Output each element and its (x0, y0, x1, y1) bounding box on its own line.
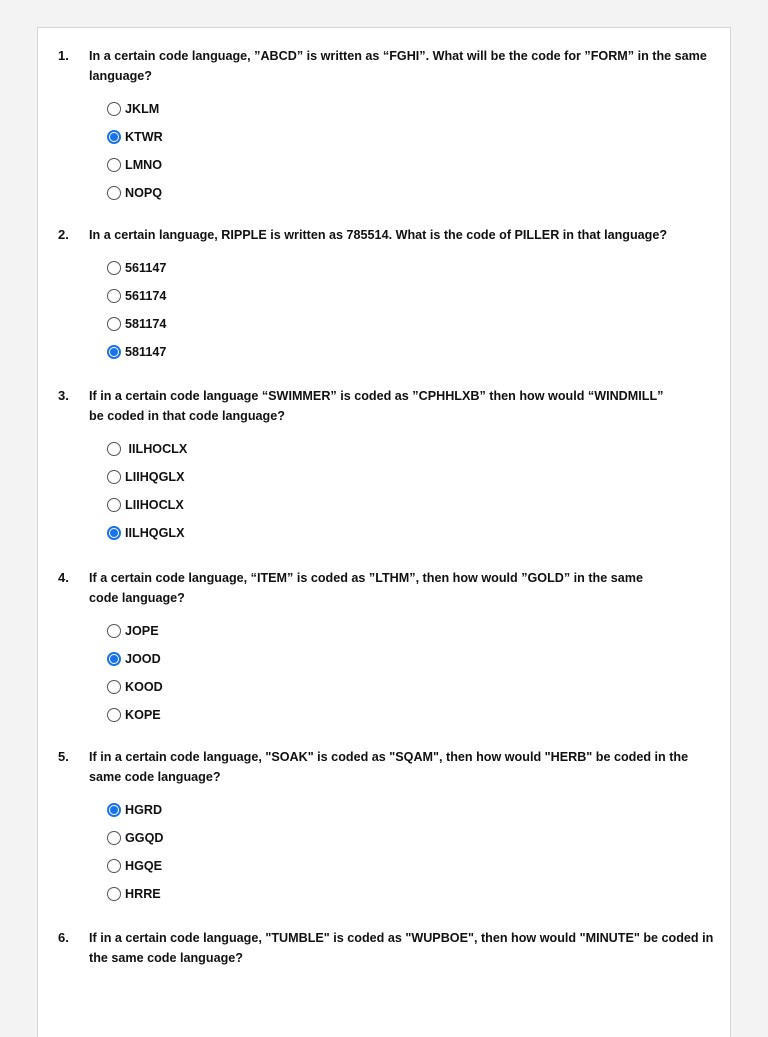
option-label: 581147 (125, 345, 167, 359)
option-label: GGQD (125, 831, 164, 845)
question-number: 3. (58, 388, 69, 403)
radio-button-icon[interactable] (107, 261, 121, 275)
question-number: 2. (58, 227, 69, 242)
option-label: KOOD (125, 680, 163, 694)
option-ggqd[interactable] (107, 828, 163, 848)
question-text: In a certain code language, ”ABCD” is written as “FGHI”. What will be the code for ”FORM” in the same language? (89, 49, 707, 83)
option-hrre[interactable] (107, 884, 161, 904)
question-text: If in a certain code language, "TUMBLE" is coded as "WUPBOE", then how would "MINUTE" be coded in the same code language? (89, 931, 714, 965)
option-label: KOPE (125, 708, 161, 722)
radio-button-icon[interactable] (107, 186, 121, 200)
option-label: JKLM (125, 102, 160, 116)
radio-button-icon[interactable] (107, 498, 121, 512)
option-jklm[interactable] (107, 99, 159, 119)
radio-button-icon[interactable] (107, 859, 121, 873)
option-561174[interactable] (107, 286, 166, 306)
option-nopq[interactable] (107, 183, 162, 203)
option-jope[interactable] (107, 621, 159, 641)
radio-button-icon[interactable] (107, 470, 121, 484)
document-page (37, 27, 731, 1037)
option-hgrd[interactable] (107, 800, 162, 820)
option-581147[interactable] (107, 342, 166, 362)
radio-button-icon[interactable] (107, 624, 121, 638)
radio-button-icon[interactable] (107, 289, 121, 303)
option-lmno[interactable] (107, 155, 162, 175)
option-label: KTWR (125, 130, 163, 144)
option-label: 561174 (125, 289, 167, 303)
radio-button-selected-icon[interactable] (107, 345, 121, 359)
option-label: NOPQ (125, 186, 163, 200)
option-liihqglx[interactable] (107, 467, 184, 487)
radio-button-icon[interactable] (107, 442, 121, 456)
option-ktwr[interactable] (107, 127, 163, 147)
option-561147[interactable] (107, 258, 166, 278)
option-label: IILHOCLX (125, 442, 188, 456)
option-label: HRRE (125, 887, 161, 901)
option-kood[interactable] (107, 677, 163, 697)
question-text: If in a certain code language “SWIMMER” is coded as ”CPHHLXB” then how would “WINDMILL” be coded in that code language? (89, 389, 664, 423)
option-label: JOPE (125, 624, 159, 638)
option-jood[interactable] (107, 649, 161, 669)
option-label: IILHQGLX (125, 526, 185, 540)
option-hgqe[interactable] (107, 856, 162, 876)
option-label: 561147 (125, 261, 167, 275)
question-number: 6. (58, 930, 69, 945)
option-label: 581174 (125, 317, 167, 331)
option-label: JOOD (125, 652, 161, 666)
radio-button-icon[interactable] (107, 158, 121, 172)
option-iilhoclx[interactable] (107, 439, 187, 459)
question-text: If in a certain code language, "SOAK" is coded as "SQAM", then how would "HERB" be coded in the same code language? (89, 750, 689, 784)
option-label: HGRD (125, 803, 163, 817)
question-number: 1. (58, 48, 69, 63)
option-label: LIIHOCLX (125, 498, 184, 512)
radio-button-selected-icon[interactable] (107, 652, 121, 666)
radio-button-icon[interactable] (107, 831, 121, 845)
option-kope[interactable] (107, 705, 161, 725)
radio-button-selected-icon[interactable] (107, 803, 121, 817)
question-number: 4. (58, 570, 69, 585)
option-581174[interactable] (107, 314, 166, 334)
option-label: LMNO (125, 158, 163, 172)
radio-button-icon[interactable] (107, 887, 121, 901)
question-text: If a certain code language, “ITEM” is coded as ”LTHM”, then how would ”GOLD” in the same code language? (89, 571, 643, 605)
radio-button-icon[interactable] (107, 102, 121, 116)
question-text: In a certain language, RIPPLE is written as 785514. What is the code of PILLER in that language? (89, 228, 668, 242)
radio-button-icon[interactable] (107, 680, 121, 694)
option-liihoclx[interactable] (107, 495, 184, 515)
question-number: 5. (58, 749, 69, 764)
option-iilhqglx[interactable] (107, 523, 184, 543)
radio-button-icon[interactable] (107, 708, 121, 722)
option-label: HGQE (125, 859, 163, 873)
option-label: LIIHQGLX (125, 470, 185, 484)
radio-button-selected-icon[interactable] (107, 526, 121, 540)
radio-button-icon[interactable] (107, 317, 121, 331)
radio-button-selected-icon[interactable] (107, 130, 121, 144)
